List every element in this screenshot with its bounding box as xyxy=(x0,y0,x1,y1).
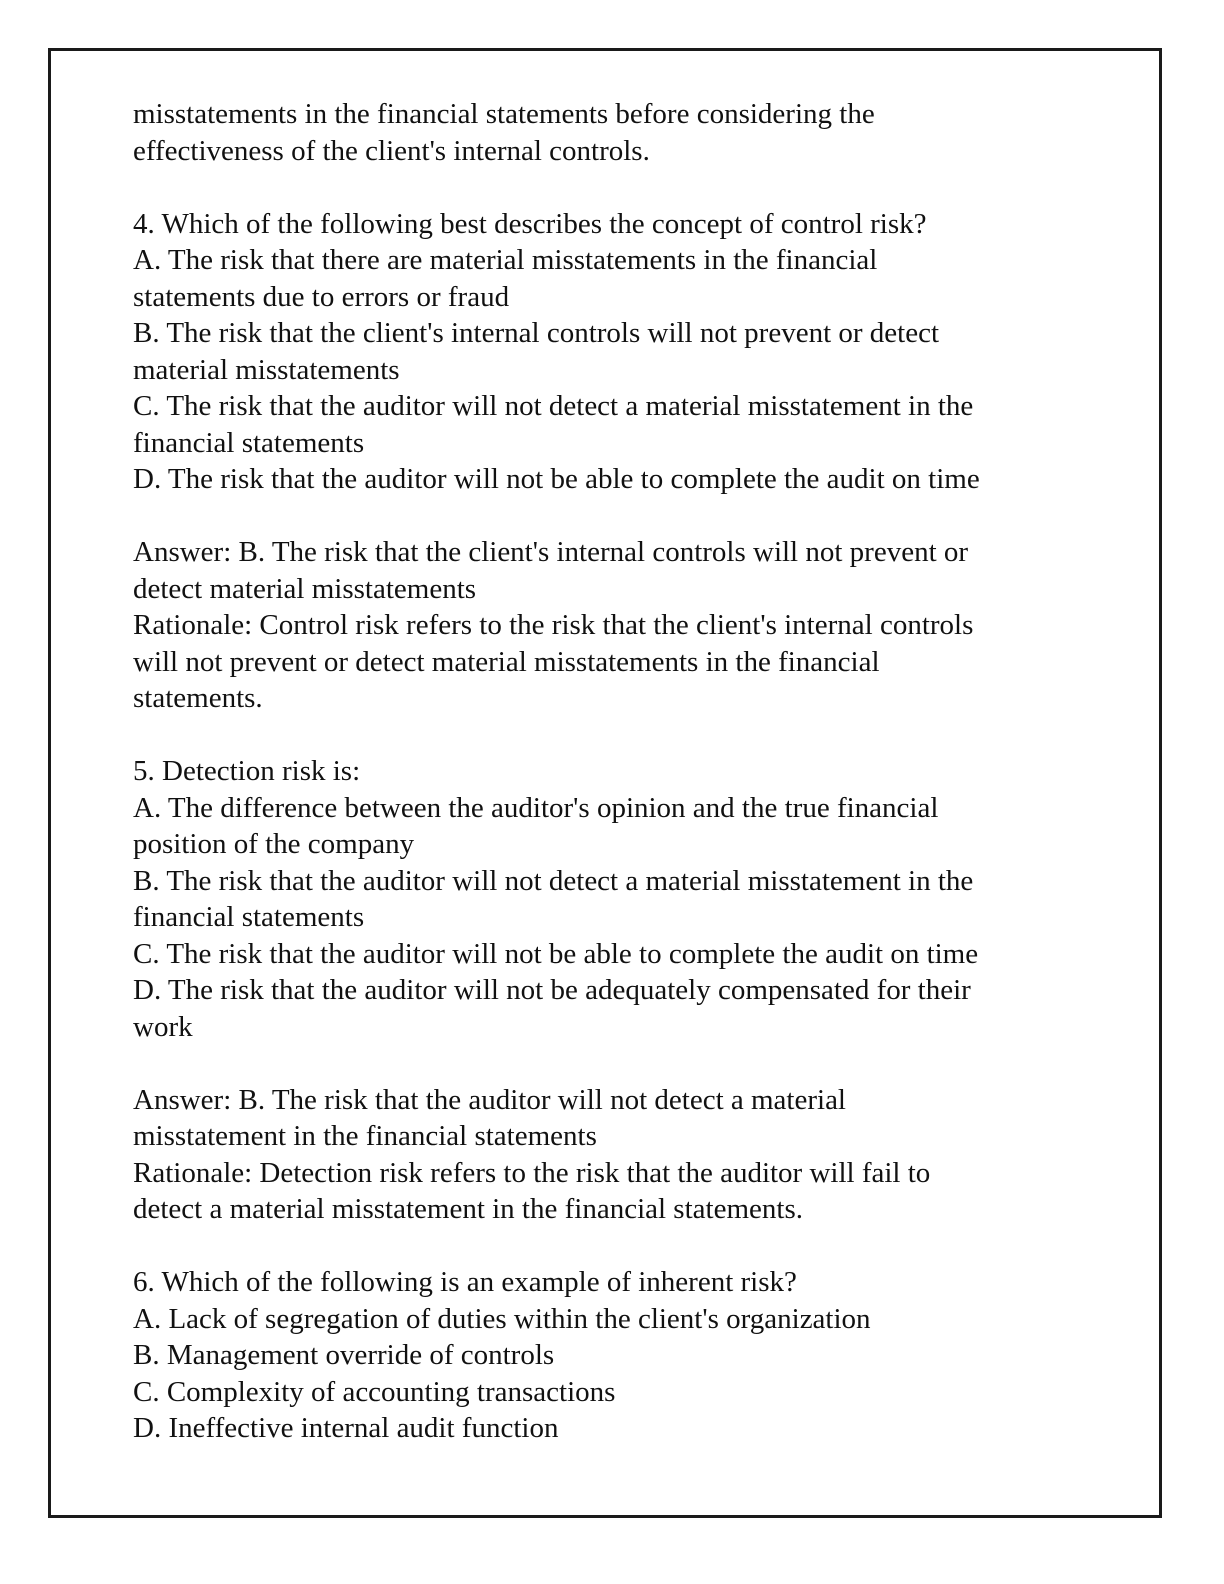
rationale-text-cont: statements. xyxy=(133,682,263,714)
option-c: C. Complexity of accounting transactions xyxy=(133,1375,616,1408)
option-c-cont: financial statements xyxy=(133,426,365,459)
document-body xyxy=(133,96,1093,1447)
text-line: misstatements in the financial statements before considering the xyxy=(133,98,875,130)
rationale-text-cont: will not prevent or detect material misstatements in the financial xyxy=(133,645,880,678)
answer-text: Answer: B. The risk that the auditor will not detect a material xyxy=(133,1083,846,1116)
rationale-text-cont: detect a material misstatement in the financial statements. xyxy=(133,1193,803,1225)
answer-text-cont: detect material misstatements xyxy=(133,572,477,605)
paragraph-gap xyxy=(133,498,1093,535)
paragraph-gap xyxy=(133,717,1093,754)
option-a: A. The difference between the auditor's opinion and the true financial xyxy=(133,791,939,824)
option-d-cont: work xyxy=(133,1010,193,1043)
question-4 xyxy=(133,206,1093,498)
question-text: 6. Which of the following is an example of inherent risk? xyxy=(133,1266,797,1298)
answer-text-cont: misstatement in the financial statements xyxy=(133,1120,597,1152)
option-a-cont: position of the company xyxy=(133,828,415,860)
paragraph-gap xyxy=(133,169,1093,206)
option-b-cont: material misstatements xyxy=(133,353,400,386)
paragraph-gap xyxy=(133,1045,1093,1082)
option-c: C. The risk that the auditor will not be able to complete the audit on time xyxy=(133,937,979,970)
option-c: C. The risk that the auditor will not detect a material misstatement in the xyxy=(133,390,974,422)
option-d: D. The risk that the auditor will not be adequately compensated for their xyxy=(133,974,971,1006)
question-text: 4. Which of the following best describes the concept of control risk? xyxy=(133,207,927,240)
question-text: 5. Detection risk is: xyxy=(133,755,361,787)
option-b: B. Management override of controls xyxy=(133,1339,555,1371)
rationale-text: Rationale: Detection risk refers to the risk that the auditor will fail to xyxy=(133,1156,931,1189)
option-b: B. The risk that the client's internal controls will not prevent or detect xyxy=(133,317,940,349)
answer-text: Answer: B. The risk that the client's internal controls will not prevent or xyxy=(133,536,969,568)
paragraph-gap xyxy=(133,1228,1093,1265)
option-b-cont: financial statements xyxy=(133,901,365,933)
option-a: A. Lack of segregation of duties within the client's organization xyxy=(133,1302,871,1335)
rationale-text: Rationale: Control risk refers to the risk that the client's internal controls xyxy=(133,609,974,641)
question-5 xyxy=(133,753,1093,1045)
answer-5 xyxy=(133,1082,1093,1228)
continuation-paragraph xyxy=(133,96,1093,169)
text-line: effectiveness of the client's internal controls. xyxy=(133,134,650,167)
option-d: D. The risk that the auditor will not be able to complete the audit on time xyxy=(133,463,980,495)
answer-4 xyxy=(133,534,1093,717)
question-6 xyxy=(133,1264,1093,1447)
option-d: D. Ineffective internal audit function xyxy=(133,1412,559,1444)
option-a-cont: statements due to errors or fraud xyxy=(133,280,510,313)
option-b: B. The risk that the auditor will not detect a material misstatement in the xyxy=(133,864,974,897)
option-a: A. The risk that there are material misstatements in the financial xyxy=(133,244,878,276)
